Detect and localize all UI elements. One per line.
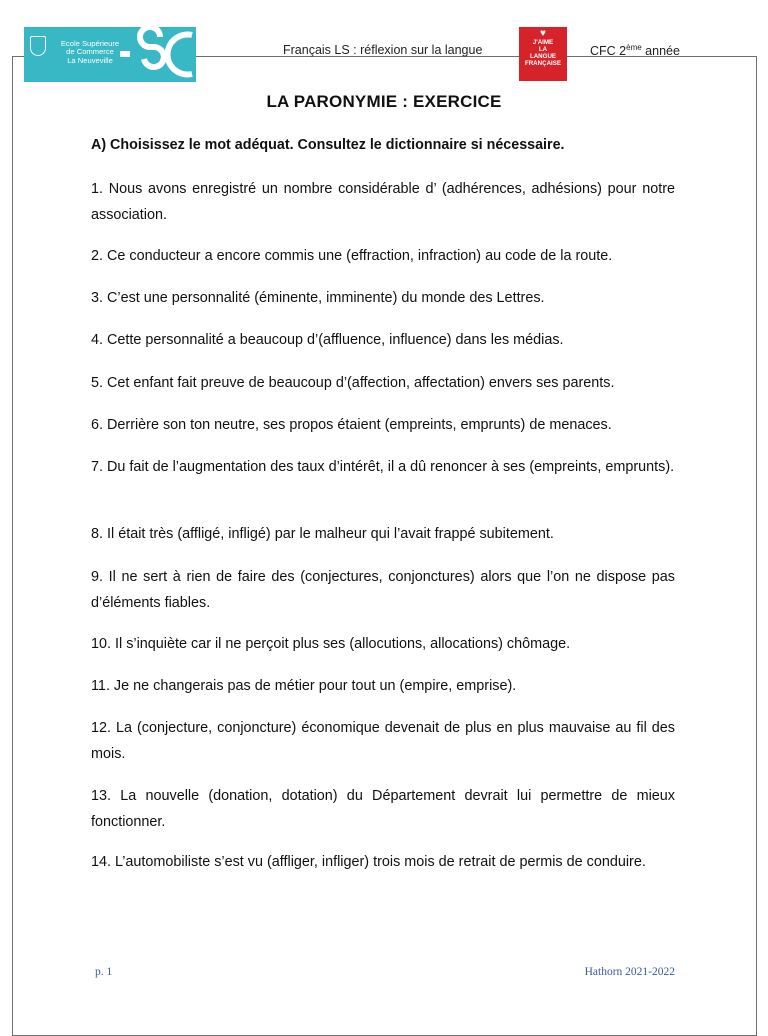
heart-icon: ♥ bbox=[540, 28, 546, 39]
esc-logo-mark bbox=[120, 27, 196, 82]
exercise-item-7: 7. Du fait de l’augmentation des taux d’intérêt, il a dû renoncer à ses (empreints, emprunts). bbox=[91, 459, 675, 475]
exercise-item-9: 9. Il ne sert à rien de faire des (conjectures, conjonctures) alors que l’on ne dispose pas d’éléments fiables. bbox=[91, 569, 675, 611]
header-subject: Français LS : réflexion sur la langue bbox=[283, 43, 483, 57]
exercise-item-12: 12. La (conjecture, conjoncture) économique devenait de plus en plus mauvaise au fil des mois. bbox=[91, 720, 675, 762]
logo-text: Ecole Supérieure de Commerce La Neuveville bbox=[60, 39, 120, 65]
exercise-item-4: 4. Cette personnalité a beaucoup d’(affluence, influence) dans les médias. bbox=[91, 332, 564, 348]
exercise-item-5: 5. Cet enfant fait preuve de beaucoup d’(affection, affectation) envers ses parents. bbox=[91, 375, 615, 391]
exercise-instruction: A) Choisissez le mot adéquat. Consultez le dictionnaire si nécessaire. bbox=[91, 137, 565, 153]
exercise-item-6: 6. Derrière son ton neutre, ses propos étaient (empreints, emprunts) de menaces. bbox=[91, 417, 612, 433]
exercise-item-13: 13. La nouvelle (donation, dotation) du Département devrait lui permettre de mieux fonctionner. bbox=[91, 788, 675, 830]
exercise-item-3: 3. C’est une personnalité (éminente, imminente) du monde des Lettres. bbox=[91, 290, 545, 306]
exercise-item-14: 14. L’automobiliste s’est vu (affliger, infliger) trois mois de retrait de permis de conduire. bbox=[91, 854, 646, 870]
exercise-item-10: 10. Il s’inquiète car il ne perçoit plus ses (allocutions, allocations) chômage. bbox=[91, 636, 571, 652]
footer-author: Hathorn 2021-2022 bbox=[584, 966, 675, 978]
header-level: CFC 2ème année bbox=[590, 43, 680, 59]
page-title: LA PARONYMIE : EXERCICE bbox=[266, 92, 502, 111]
crest-icon bbox=[30, 36, 46, 56]
exercise-item-2: 2. Ce conducteur a encore commis une (effraction, infraction) au code de la route. bbox=[91, 248, 613, 264]
exercise-item-8: 8. Il était très (affligé, infligé) par le malheur qui l’avait frappé subitement. bbox=[91, 526, 554, 542]
page-number: p. 1 bbox=[95, 966, 113, 978]
exercise-item-1: 1. Nous avons enregistré un nombre considérable d’ (adhérences, adhésions) pour notre association. bbox=[91, 181, 675, 223]
jaime-la-langue-badge: ♥ J'AIME LA LANGUE FRANÇAISE bbox=[519, 27, 567, 81]
school-logo bbox=[24, 27, 196, 82]
exercise-item-11: 11. Je ne changerais pas de métier pour tout un (empire, emprise). bbox=[91, 678, 517, 694]
